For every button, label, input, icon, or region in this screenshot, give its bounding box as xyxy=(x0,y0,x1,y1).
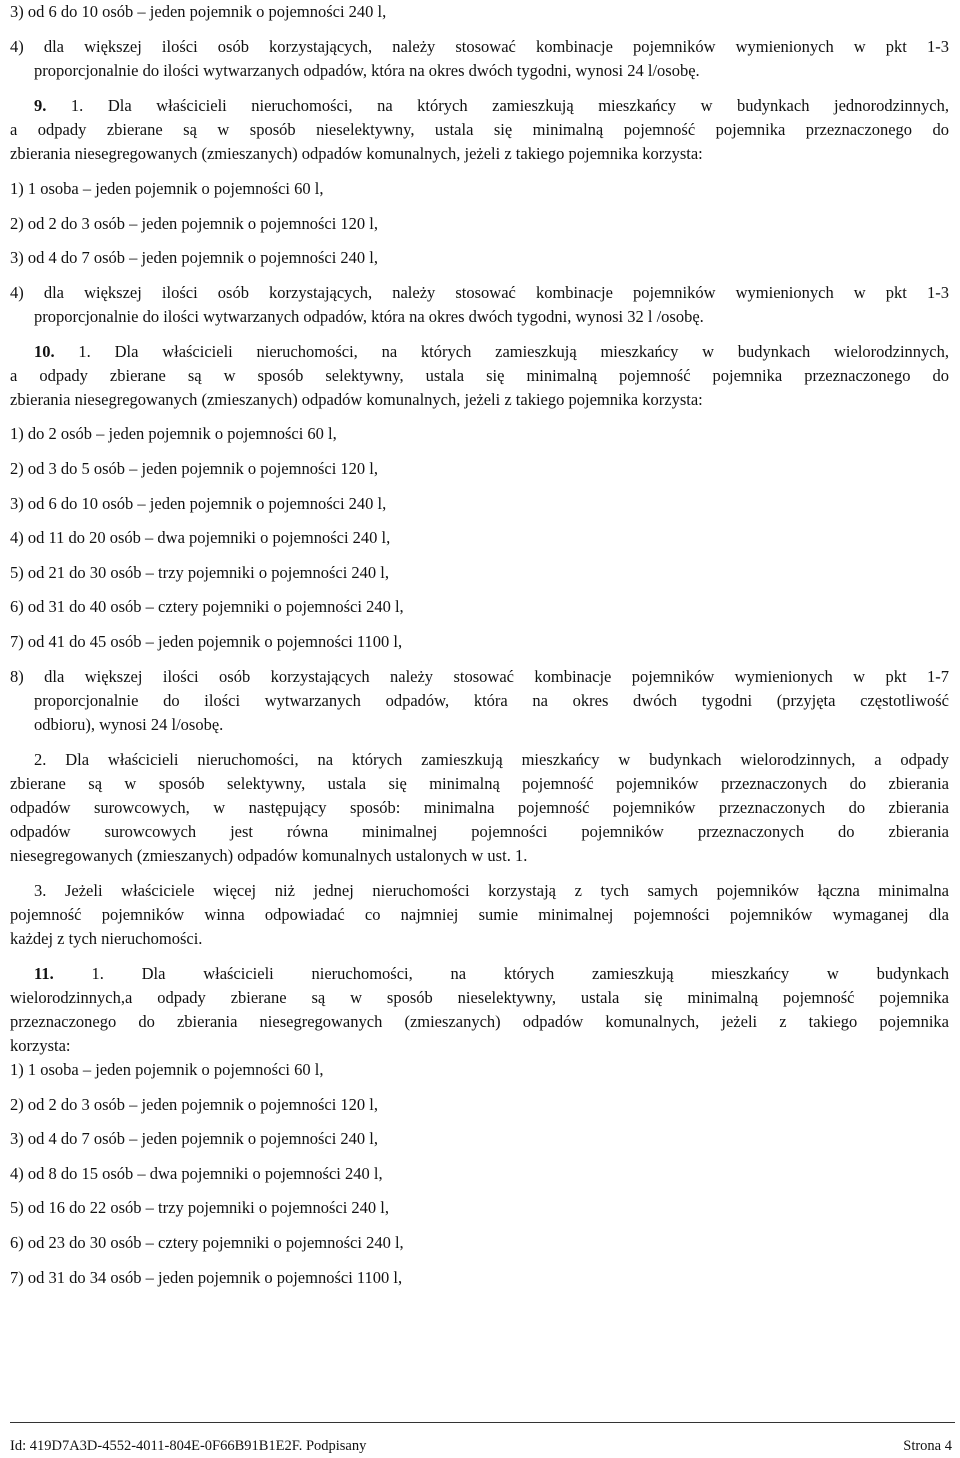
list-item: 7) od 31 do 34 osób – jeden pojemnik o pojemności 1100 l, xyxy=(10,1268,403,1287)
paragraph-11-heading xyxy=(34,962,949,986)
text-line: 3. Jeżeli właściciele więcej niż jednej nieruchomości korzystają z tych samych pojemników łączna minimalna xyxy=(34,881,949,900)
list-item: 4) dla większej ilości osób korzystających, należy stosować kombinacje pojemników wymienionych w pkt 1-3 xyxy=(10,283,949,302)
text-line: 1. Dla właścicieli nieruchomości, na których zamieszkują mieszkańcy w budynkach jednorodzinnych, xyxy=(70,96,949,115)
list-item: 1) do 2 osób – jeden pojemnik o pojemności 60 l, xyxy=(10,424,337,443)
list-item: 2) od 2 do 3 osób – jeden pojemnik o pojemności 120 l, xyxy=(10,1095,379,1114)
text-line: odpadów surowcowych jest równa minimalnej pojemności pojemników przeznaczonych do zbierania xyxy=(10,822,949,841)
list-item: 8) dla większej ilości osób korzystających należy stosować kombinacje pojemników wymienionych w pkt 1-7 xyxy=(10,667,949,686)
footer-document-id: Id: 419D7A3D-4552-4011-804E-0F66B91B1E2F. Podpisany xyxy=(10,1438,367,1454)
text-line: przeznaczonego do zbierania niesegregowanych (zmieszanych) odpadów komunalnych, jeżeli z takiego pojemnika xyxy=(10,1012,949,1031)
list-item: 7) od 41 do 45 osób – jeden pojemnik o pojemności 1100 l, xyxy=(10,632,403,651)
section-number: 11. xyxy=(34,964,54,983)
text-line: korzysta: xyxy=(10,1036,71,1055)
text-line: wielorodzinnych,a odpady zbierane są w sposób nieselektywny, ustala się minimalną pojemność pojemnika xyxy=(10,988,949,1007)
section-number: 10. xyxy=(34,342,55,361)
text-line: proporcjonalnie do ilości wytwarzanych odpadów, która na okres dwóch tygodni, wynosi 32 l /osobę. xyxy=(34,307,704,326)
text-line: 1. Dla właścicieli nieruchomości, na których zamieszkują mieszkańcy w budynkach wielorodzinnych, xyxy=(78,342,949,361)
text-line: 2. Dla właścicieli nieruchomości, na których zamieszkują mieszkańcy w budynkach wielorodzinnych, a odpady xyxy=(34,750,949,769)
text-line: zbierania niesegregowanych (zmieszanych) odpadów komunalnych, jeżeli z takiego pojemnika korzysta: xyxy=(10,390,703,409)
text-line: zbierania niesegregowanych (zmieszanych) odpadów komunalnych, jeżeli z takiego pojemnika korzysta: xyxy=(10,144,703,163)
text-line: proporcjonalnie do ilości wytwarzanych odpadów, która na okres dwóch tygodni (przyjęta częstotliwość xyxy=(34,691,949,710)
list-item: 3) od 4 do 7 osób – jeden pojemnik o pojemności 240 l, xyxy=(10,248,379,267)
text-line: odpadów surowcowych, w następujący sposób: minimalna pojemność pojemników przeznaczonych do zbierania xyxy=(10,798,949,817)
text-line: zbierane są w sposób selektywny, ustala się minimalną pojemność pojemników przeznaczonych do zbierania xyxy=(10,774,949,793)
text-line: a odpady zbierane są w sposób selektywny, ustala się minimalną pojemność pojemnika przeznaczonego do xyxy=(10,366,949,385)
paragraph-9-heading xyxy=(34,94,949,118)
list-item: 6) od 31 do 40 osób – cztery pojemniki o pojemności 240 l, xyxy=(10,597,404,616)
list-item: 2) od 2 do 3 osób – jeden pojemnik o pojemności 120 l, xyxy=(10,214,379,233)
paragraph-10-heading xyxy=(34,340,949,364)
list-item: 5) od 21 do 30 osób – trzy pojemniki o pojemności 240 l, xyxy=(10,563,390,582)
text-line: pojemność pojemników winna odpowiadać co najmniej sumie minimalnej pojemności pojemników wymaganej dla xyxy=(10,905,949,924)
list-item: 4) od 8 do 15 osób – dwa pojemniki o pojemności 240 l, xyxy=(10,1164,383,1183)
text-line: 4) dla większej ilości osób korzystających, należy stosować kombinacje pojemników wymienionych w pkt 1-3 xyxy=(10,37,949,56)
text-line: 3) od 6 do 10 osób – jeden pojemnik o pojemności 240 l, xyxy=(10,2,387,21)
footer-divider xyxy=(10,1422,955,1423)
list-item: 3) od 6 do 10 osób – jeden pojemnik o pojemności 240 l, xyxy=(10,494,387,513)
text-line: 1. Dla właścicieli nieruchomości, na których zamieszkują mieszkańcy w budynkach xyxy=(91,964,950,983)
list-item: 4) od 11 do 20 osób – dwa pojemniki o pojemności 240 l, xyxy=(10,528,391,547)
list-item: 5) od 16 do 22 osób – trzy pojemniki o pojemności 240 l, xyxy=(10,1198,390,1217)
list-item: 1) 1 osoba – jeden pojemnik o pojemności 60 l, xyxy=(10,179,324,198)
list-item: 1) 1 osoba – jeden pojemnik o pojemności 60 l, xyxy=(10,1060,324,1079)
list-item: 6) od 23 do 30 osób – cztery pojemniki o pojemności 240 l, xyxy=(10,1233,404,1252)
list-item: 3) od 4 do 7 osób – jeden pojemnik o pojemności 240 l, xyxy=(10,1129,379,1148)
text-line: a odpady zbierane są w sposób nieselektywny, ustala się minimalną pojemność pojemnika przeznaczonego do xyxy=(10,120,949,139)
text-line: każdej z tych nieruchomości. xyxy=(10,929,203,948)
text-line: niesegregowanych (zmieszanych) odpadów komunalnych ustalonych w ust. 1. xyxy=(10,846,528,865)
text-line: proporcjonalnie do ilości wytwarzanych odpadów, która na okres dwóch tygodni, wynosi 24 l/osobę. xyxy=(34,61,700,80)
list-item: 2) od 3 do 5 osób – jeden pojemnik o pojemności 120 l, xyxy=(10,459,379,478)
section-number: 9. xyxy=(34,96,47,115)
text-line: odbioru), wynosi 24 l/osobę. xyxy=(34,715,224,734)
footer-page-number: Strona 4 xyxy=(903,1438,952,1454)
